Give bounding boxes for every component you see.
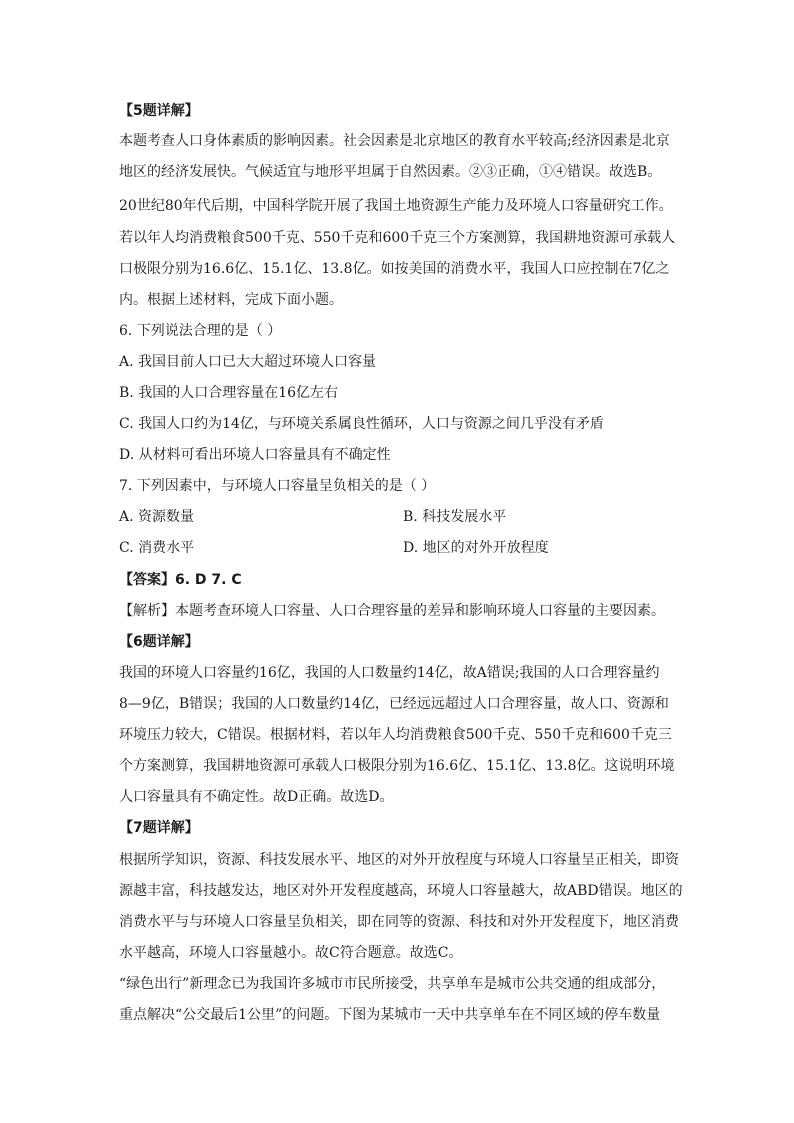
text-line: 【解析】本题考查环境人口容量、人口合理容量的差异和影响环境人口容量的主要因素。	[119, 603, 665, 619]
text-line: 本题考查人口身体素质的影响因素。社会因素是北京地区的教育水平较高;经济因素是北京	[119, 133, 670, 149]
text-line: 20世纪80年代后期，中国科学院开展了我国土地资源生产能力及环境人口容量研究工作。	[119, 198, 673, 214]
text-line: 环境压力较大，C错误。根据材料，若以年人均消费粮食500千克、550千克和600千克三	[119, 727, 672, 743]
text-line: 8—9亿，B错误；我国的人口数量约14亿，已经远远超过人口合理容量，故人口、资源和	[119, 696, 669, 712]
text-line: 若以年人均消费粮食500千克、550千克和600千克三个方案测算，我国耕地资源可承载人	[119, 230, 676, 246]
text-line: 内。根据上述材料，完成下面小题。	[119, 292, 343, 308]
text-line: 7. 下列因素中，与环境人口容量呈负相关的是（ ）	[119, 478, 436, 494]
text-line: 地区的经济发展快。气候适宜与地形平坦属于自然因素。②③正确，①④错误。故选B。	[119, 164, 662, 180]
text-line: A. 资源数量	[119, 509, 195, 525]
text-line: 水平越高，环境人口容量越小。故C符合题意。故选C。	[119, 945, 463, 961]
text-line: 【答案】6. D 7. C	[119, 572, 242, 588]
text-line: C. 我国人口约为14亿，与环境关系属良性循环，人口与资源之间几乎没有矛盾	[119, 416, 604, 432]
text-line: “绿色出行”新理念已为我国许多城市市民所接受，共享单车是城市公共交通的组成部分，	[119, 976, 666, 992]
text-line: 【7题详解】	[119, 820, 199, 836]
option-line: D. 地区的对外开放程度	[403, 540, 549, 556]
text-line: 消费水平与与环境人口容量呈负相关，即在同等的资源、科技和对外开发程度下，地区消费	[119, 914, 679, 930]
text-line: D. 从材料可看出环境人口容量具有不确定性	[119, 447, 391, 463]
option-line: B. 科技发展水平	[403, 509, 507, 525]
text-line: 6. 下列说法合理的是（ ）	[119, 323, 282, 339]
text-line: 【6题详解】	[119, 634, 199, 650]
text-line: 个方案测算，我国耕地资源可承载人口极限分别为16.6亿、15.1亿、13.8亿。这说明环境	[119, 758, 675, 774]
text-line: 人口容量具有不确定性。故D正确。故选D。	[119, 789, 394, 805]
text-line: C. 消费水平	[119, 540, 195, 556]
text-line: 源越丰富，科技越发达，地区对外开发程度越高，环境人口容量越大，故ABD错误。地区的	[119, 883, 683, 899]
text-line: 重点解决“公交最后1公里”的问题。下图为某城市一天中共享单车在不同区域的停车数量	[119, 1007, 661, 1023]
text-line: A. 我国目前人口已大大超过环境人口容量	[119, 354, 377, 370]
text-line: 我国的环境人口容量约16亿，我国的人口数量约14亿，故A错误;我国的人口合理容量约	[119, 665, 660, 681]
text-line: 【5题详解】	[119, 103, 199, 119]
text-line: 根据所学知识，资源、科技发展水平、地区的对外开放程度与环境人口容量呈正相关，即资	[119, 852, 679, 868]
text-line: 口极限分别为16.6亿、15.1亿、13.8亿。如按美国的消费水平，我国人口应控制在7亿之	[119, 261, 670, 277]
text-line: B. 我国的人口合理容量在16亿左右	[119, 385, 339, 401]
